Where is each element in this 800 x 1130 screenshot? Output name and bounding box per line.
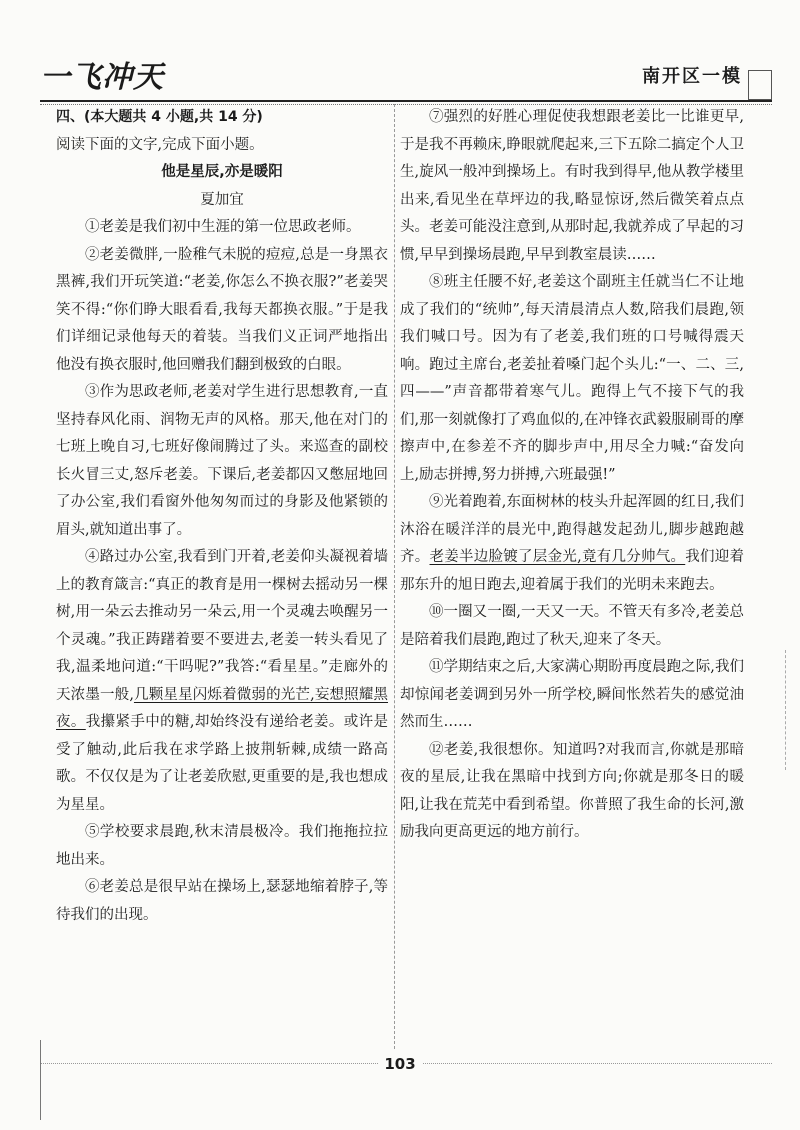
left-column xyxy=(56,104,388,929)
paragraph-11: ⑪学期结束之后,大家满心期盼再度晨跑之际,我们却惊闻老姜调到另外一所学校,瞬间怅然若失的感觉油然而生…… xyxy=(400,659,744,730)
paragraph-1: ①老姜是我们初中生涯的第一位思政老师。 xyxy=(85,219,361,235)
right-column xyxy=(400,104,744,847)
header-rule xyxy=(40,100,772,102)
paragraph-9 xyxy=(400,489,744,599)
section-heading: 四、(本大题共 4 小题,共 14 分) xyxy=(56,109,263,125)
paragraph-3: ③作为思政老师,老姜对学生进行思想教育,一直坚持春风化雨、润物无声的风格。那天,他在对门的七班上晚自习,七班好像闹腾过了头。来巡查的副校长火冒三丈,怒斥老姜。下课后,老姜都囚又憋屈地回了办公室,我们看窗外他匆匆而过的身影及他紧锁的眉头,就知道出事了。 xyxy=(56,384,388,538)
paragraph-12: ⑫老姜,我很想你。知道吗?对我而言,你就是那暗夜的星辰,让我在黑暗中找到方向;你就是那冬日的暖阳,让我在荒芜中看到希望。你普照了我生命的长河,激励我向更高更远的地方前行。 xyxy=(400,741,744,840)
paragraph-9-text-a: ⑨光着跑着,东面树林的枝头升起浑圆的红日,我们沐浴在暖洋洋的晨光中,跑得越发起劲儿,脚步越跑越齐。 xyxy=(400,494,744,565)
paragraph-8: ⑧班主任腰不好,老姜这个副班主任就当仁不让地成了我们的“统帅”,每天清晨清点人数,陪我们晨跑,领我们喊口号。因为有了老姜,我们班的口号喊得震天响。跑过主席台,老姜扯着嗓门起个头儿:“一、二、三,四——”声音都带着寒气儿。跑得上气不接下气的我们,那一刻就像打了鸡血似的,在冲锋衣武毅服刷哥的摩擦声中,在参差不齐的脚步声中,用尽全力喊:“奋发向上,励志拼搏,努力拼搏,六班最强!” xyxy=(400,274,744,483)
article-title: 他是星辰,亦是暖阳 xyxy=(161,164,283,180)
header-corner-box xyxy=(748,70,772,100)
paragraph-6: ⑥老姜总是很早站在操场上,瑟瑟地缩着脖子,等待我们的出现。 xyxy=(56,879,388,923)
page-number-text: 103 xyxy=(378,1055,421,1073)
page-number xyxy=(0,1055,800,1073)
paragraph-2: ②老姜微胖,一脸稚气未脱的痘痘,总是一身黑衣黑裤,我们开玩笑道:“老姜,你怎么不换衣服?”老姜哭笑不得:“你们睁大眼看看,我每天都换衣服。”于是我们详细记录他每天的着装。当我们义正词严地指出他没有换衣服时,他回赠我们翻到极致的白眼。 xyxy=(56,246,388,373)
header-brand: 一飞冲天 xyxy=(40,60,164,95)
instruction: 阅读下面的文字,完成下面小题。 xyxy=(56,136,264,153)
header-series: 南开区一模 xyxy=(642,66,742,87)
paragraph-4-underlined: 几颗星星闪烁着微弱的光芒,妄想照耀黑夜。 xyxy=(56,686,389,730)
paragraph-9-text-b: 我们迎着那东升的旭日跑去,迎着属于我们的光明未来跑去。 xyxy=(400,549,745,593)
paragraph-4-text-b: 我攥紧手中的糖,却始终没有递给老姜。或许是受了触动,此后我在求学路上披荆斩棘,成绩一路高歌。不仅仅是为了让老姜欣慰,更重要的是,我也想成为星星。 xyxy=(56,714,389,813)
binding-mark-right xyxy=(785,650,786,770)
article-author: 夏加宜 xyxy=(200,191,244,208)
paragraph-10: ⑩一圈又一圈,一天又一天。不管天有多冷,老姜总是陪着我们晨跑,跑过了秋天,迎来了冬天。 xyxy=(400,604,744,648)
binding-mark-left xyxy=(40,1040,41,1120)
paragraph-9-underlined: 老姜半边脸镀了层金光,竟有几分帅气。 xyxy=(429,549,686,565)
paragraph-4 xyxy=(56,544,388,819)
paragraph-5: ⑤学校要求晨跑,秋末清晨极冷。我们拖拖拉拉地出来。 xyxy=(56,824,388,868)
paragraph-4-text-a: ④路过办公室,我看到门开着,老姜仰头凝视着墙上的教育箴言:“真正的教育是用一棵树去摇动另一棵树,用一朵云去推动另一朵云,用一个灵魂去唤醒另一个灵魂。”我正踌躇着要不要进去,老姜一转头看见了我,温柔地问道:“干吗呢?”我答:“看星星。”走廊外的天浓墨一般, xyxy=(56,549,388,703)
column-divider xyxy=(394,104,395,1049)
paragraph-7: ⑦强烈的好胜心理促使我想跟老姜比一比谁更早,于是我不再赖床,睁眼就爬起来,三下五除二搞定个人卫生,旋风一般冲到操场上。有时我到得早,他从教学楼里出来,看见坐在草坪边的我,略显惊讶,然后微笑着点点头。老姜可能没注意到,从那时起,我就养成了早起的习惯,早早到操场晨跑,早早到教室晨读…… xyxy=(400,109,744,263)
